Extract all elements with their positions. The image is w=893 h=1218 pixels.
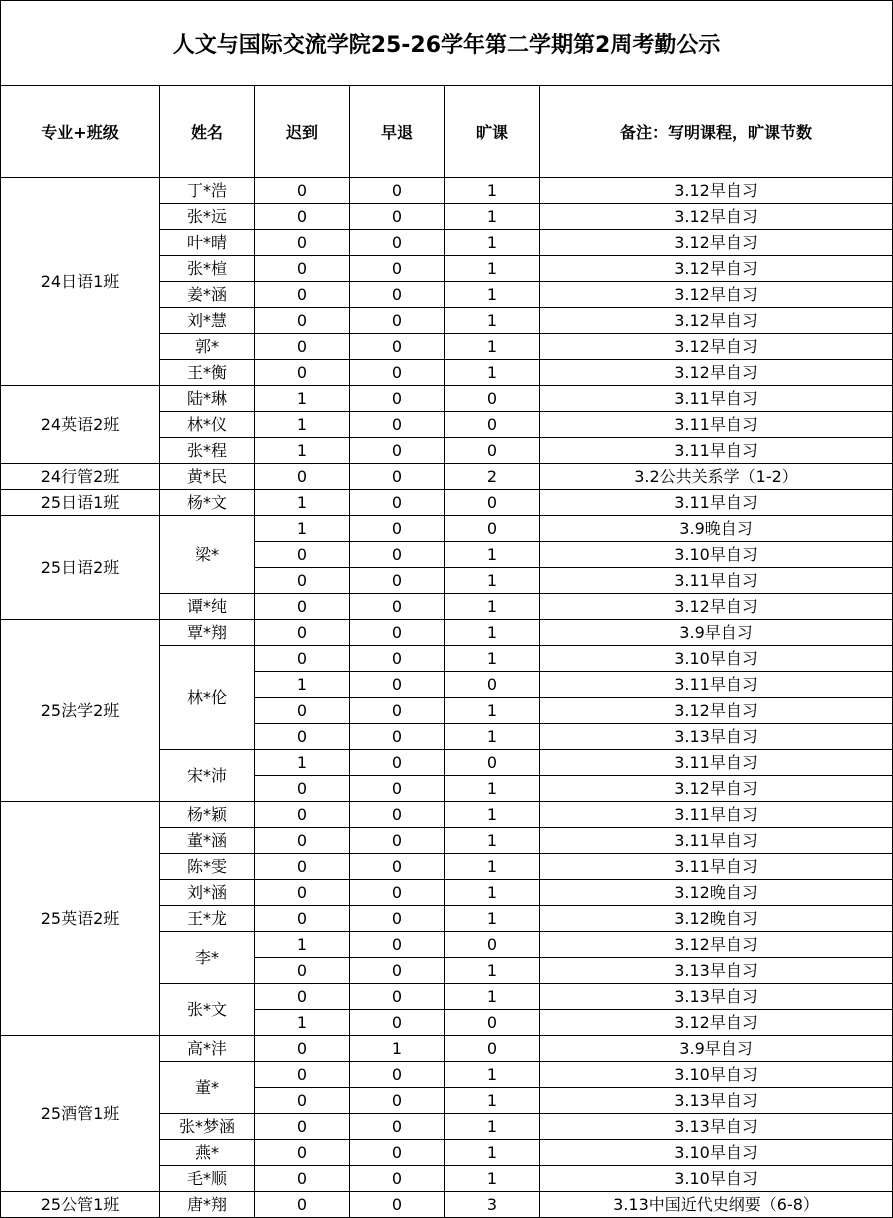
name-cell: 陆*琳 (160, 386, 255, 412)
note-cell: 3.11早自习 (540, 386, 893, 412)
early-cell: 0 (350, 932, 445, 958)
early-cell: 0 (350, 386, 445, 412)
note-cell: 3.12早自习 (540, 334, 893, 360)
late-cell: 0 (255, 1062, 350, 1088)
early-cell: 0 (350, 750, 445, 776)
note-cell: 3.12早自习 (540, 698, 893, 724)
header-class: 专业+班级 (1, 86, 160, 178)
late-cell: 0 (255, 620, 350, 646)
early-cell: 0 (350, 464, 445, 490)
early-cell: 0 (350, 594, 445, 620)
note-cell: 3.11早自习 (540, 854, 893, 880)
name-cell: 董*涵 (160, 828, 255, 854)
table-row (1, 1036, 893, 1062)
early-cell: 0 (350, 308, 445, 334)
absent-cell: 1 (445, 984, 540, 1010)
early-cell: 1 (350, 1036, 445, 1062)
note-cell: 3.10早自习 (540, 646, 893, 672)
name-cell: 李* (160, 932, 255, 984)
early-cell: 0 (350, 984, 445, 1010)
early-cell: 0 (350, 412, 445, 438)
late-cell: 0 (255, 308, 350, 334)
early-cell: 0 (350, 802, 445, 828)
note-cell: 3.12早自习 (540, 932, 893, 958)
absent-cell: 1 (445, 594, 540, 620)
class-cell: 25公管1班 (1, 1192, 160, 1218)
late-cell: 0 (255, 1140, 350, 1166)
late-cell: 1 (255, 932, 350, 958)
absent-cell: 1 (445, 1062, 540, 1088)
absent-cell: 1 (445, 906, 540, 932)
absent-cell: 1 (445, 1114, 540, 1140)
absent-cell: 1 (445, 204, 540, 230)
absent-cell: 1 (445, 880, 540, 906)
note-cell: 3.12早自习 (540, 1010, 893, 1036)
table-row (1, 386, 893, 412)
absent-cell: 0 (445, 932, 540, 958)
early-cell: 0 (350, 334, 445, 360)
late-cell: 0 (255, 646, 350, 672)
late-cell: 1 (255, 386, 350, 412)
name-cell: 董* (160, 1062, 255, 1114)
name-cell: 丁*浩 (160, 178, 255, 204)
absent-cell: 3 (445, 1192, 540, 1218)
absent-cell: 1 (445, 698, 540, 724)
early-cell: 0 (350, 1140, 445, 1166)
late-cell: 0 (255, 776, 350, 802)
note-cell: 3.11早自习 (540, 802, 893, 828)
name-cell: 高*沣 (160, 1036, 255, 1062)
early-cell: 0 (350, 1010, 445, 1036)
absent-cell: 1 (445, 958, 540, 984)
note-cell: 3.10早自习 (540, 1062, 893, 1088)
note-cell: 3.11早自习 (540, 412, 893, 438)
note-cell: 3.9早自习 (540, 620, 893, 646)
note-cell: 3.12早自习 (540, 282, 893, 308)
absent-cell: 1 (445, 646, 540, 672)
absent-cell: 1 (445, 1088, 540, 1114)
absent-cell: 1 (445, 360, 540, 386)
early-cell: 0 (350, 1114, 445, 1140)
name-cell: 刘*慧 (160, 308, 255, 334)
absent-cell: 0 (445, 412, 540, 438)
note-cell: 3.12早自习 (540, 594, 893, 620)
late-cell: 0 (255, 1088, 350, 1114)
absent-cell: 1 (445, 542, 540, 568)
name-cell: 林*仪 (160, 412, 255, 438)
note-cell: 3.12早自习 (540, 178, 893, 204)
early-cell: 0 (350, 1088, 445, 1114)
absent-cell: 1 (445, 724, 540, 750)
late-cell: 0 (255, 906, 350, 932)
class-cell: 25日语1班 (1, 490, 160, 516)
absent-cell: 1 (445, 802, 540, 828)
late-cell: 0 (255, 256, 350, 282)
name-cell: 王*衡 (160, 360, 255, 386)
absent-cell: 0 (445, 438, 540, 464)
name-cell: 张*楦 (160, 256, 255, 282)
absent-cell: 0 (445, 386, 540, 412)
class-cell: 24英语2班 (1, 386, 160, 464)
table-row (1, 490, 893, 516)
note-cell: 3.11早自习 (540, 568, 893, 594)
absent-cell: 0 (445, 750, 540, 776)
late-cell: 0 (255, 802, 350, 828)
absent-cell: 1 (445, 230, 540, 256)
table-row (1, 1192, 893, 1218)
absent-cell: 1 (445, 334, 540, 360)
late-cell: 0 (255, 1192, 350, 1218)
name-cell: 宋*沛 (160, 750, 255, 802)
absent-cell: 0 (445, 1036, 540, 1062)
absent-cell: 1 (445, 828, 540, 854)
late-cell: 1 (255, 516, 350, 542)
note-cell: 3.12早自习 (540, 204, 893, 230)
class-cell: 24日语1班 (1, 178, 160, 386)
name-cell: 郭* (160, 334, 255, 360)
note-cell: 3.10早自习 (540, 1166, 893, 1192)
late-cell: 0 (255, 984, 350, 1010)
note-cell: 3.12早自习 (540, 308, 893, 334)
name-cell: 张*远 (160, 204, 255, 230)
table-row (1, 178, 893, 204)
name-cell: 唐*翔 (160, 1192, 255, 1218)
late-cell: 0 (255, 568, 350, 594)
table-row (1, 516, 893, 542)
name-cell: 梁* (160, 516, 255, 594)
early-cell: 0 (350, 178, 445, 204)
late-cell: 1 (255, 672, 350, 698)
early-cell: 0 (350, 438, 445, 464)
note-cell: 3.13早自习 (540, 724, 893, 750)
header-name: 姓名 (160, 86, 255, 178)
late-cell: 1 (255, 412, 350, 438)
late-cell: 0 (255, 230, 350, 256)
name-cell: 叶*晴 (160, 230, 255, 256)
early-cell: 0 (350, 672, 445, 698)
absent-cell: 1 (445, 308, 540, 334)
page-title: 人文与国际交流学院25-26学年第二学期第2周考勤公示 (1, 1, 893, 86)
absent-cell: 0 (445, 672, 540, 698)
note-cell: 3.12晚自习 (540, 906, 893, 932)
name-cell: 杨*颖 (160, 802, 255, 828)
note-cell: 3.11早自习 (540, 490, 893, 516)
late-cell: 1 (255, 1010, 350, 1036)
header-late: 迟到 (255, 86, 350, 178)
early-cell: 0 (350, 880, 445, 906)
note-cell: 3.11早自习 (540, 438, 893, 464)
late-cell: 0 (255, 1036, 350, 1062)
name-cell: 张*程 (160, 438, 255, 464)
early-cell: 0 (350, 958, 445, 984)
name-cell: 王*龙 (160, 906, 255, 932)
absent-cell: 1 (445, 568, 540, 594)
note-cell: 3.11早自习 (540, 750, 893, 776)
absent-cell: 1 (445, 1140, 540, 1166)
late-cell: 0 (255, 334, 350, 360)
early-cell: 0 (350, 828, 445, 854)
note-cell: 3.13早自习 (540, 1114, 893, 1140)
early-cell: 0 (350, 646, 445, 672)
header-early: 早退 (350, 86, 445, 178)
class-cell: 25英语2班 (1, 802, 160, 1036)
early-cell: 0 (350, 360, 445, 386)
early-cell: 0 (350, 204, 445, 230)
note-cell: 3.12早自习 (540, 776, 893, 802)
name-cell: 杨*文 (160, 490, 255, 516)
late-cell: 0 (255, 542, 350, 568)
early-cell: 0 (350, 776, 445, 802)
name-cell: 覃*翔 (160, 620, 255, 646)
absent-cell: 0 (445, 516, 540, 542)
note-cell: 3.11早自习 (540, 672, 893, 698)
name-cell: 毛*顺 (160, 1166, 255, 1192)
class-cell: 25法学2班 (1, 620, 160, 802)
late-cell: 1 (255, 490, 350, 516)
late-cell: 0 (255, 1166, 350, 1192)
class-cell: 25酒管1班 (1, 1036, 160, 1192)
early-cell: 0 (350, 724, 445, 750)
name-cell: 燕* (160, 1140, 255, 1166)
early-cell: 0 (350, 620, 445, 646)
table-row (1, 802, 893, 828)
late-cell: 0 (255, 282, 350, 308)
note-cell: 3.2公共关系学（1-2） (540, 464, 893, 490)
note-cell: 3.12早自习 (540, 256, 893, 282)
early-cell: 0 (350, 906, 445, 932)
note-cell: 3.10早自习 (540, 542, 893, 568)
early-cell: 0 (350, 1062, 445, 1088)
late-cell: 0 (255, 724, 350, 750)
table-body (1, 178, 893, 1218)
note-cell: 3.13中国近代史纲要（6-8） (540, 1192, 893, 1218)
late-cell: 0 (255, 594, 350, 620)
note-cell: 3.13早自习 (540, 1088, 893, 1114)
note-cell: 3.13早自习 (540, 958, 893, 984)
early-cell: 0 (350, 1166, 445, 1192)
note-cell: 3.13早自习 (540, 984, 893, 1010)
table-row (1, 464, 893, 490)
late-cell: 0 (255, 880, 350, 906)
early-cell: 0 (350, 282, 445, 308)
header-absent: 旷课 (445, 86, 540, 178)
absent-cell: 1 (445, 854, 540, 880)
name-cell: 林*伦 (160, 646, 255, 750)
table-row (1, 620, 893, 646)
note-cell: 3.12早自习 (540, 230, 893, 256)
late-cell: 0 (255, 854, 350, 880)
early-cell: 0 (350, 542, 445, 568)
early-cell: 0 (350, 568, 445, 594)
header-row (1, 86, 893, 178)
name-cell: 张*文 (160, 984, 255, 1036)
note-cell: 3.9早自习 (540, 1036, 893, 1062)
absent-cell: 0 (445, 490, 540, 516)
absent-cell: 2 (445, 464, 540, 490)
late-cell: 0 (255, 360, 350, 386)
name-cell: 谭*纯 (160, 594, 255, 620)
early-cell: 0 (350, 854, 445, 880)
early-cell: 0 (350, 490, 445, 516)
name-cell: 陈*雯 (160, 854, 255, 880)
early-cell: 0 (350, 1192, 445, 1218)
late-cell: 0 (255, 464, 350, 490)
absent-cell: 0 (445, 1010, 540, 1036)
early-cell: 0 (350, 516, 445, 542)
early-cell: 0 (350, 256, 445, 282)
note-cell: 3.10早自习 (540, 1140, 893, 1166)
absent-cell: 1 (445, 620, 540, 646)
absent-cell: 1 (445, 1166, 540, 1192)
name-cell: 姜*涵 (160, 282, 255, 308)
note-cell: 3.9晚自习 (540, 516, 893, 542)
late-cell: 1 (255, 750, 350, 776)
class-cell: 24行管2班 (1, 464, 160, 490)
note-cell: 3.12晚自习 (540, 880, 893, 906)
absent-cell: 1 (445, 282, 540, 308)
absent-cell: 1 (445, 256, 540, 282)
absent-cell: 1 (445, 178, 540, 204)
late-cell: 0 (255, 178, 350, 204)
name-cell: 张*梦涵 (160, 1114, 255, 1140)
late-cell: 0 (255, 698, 350, 724)
late-cell: 0 (255, 958, 350, 984)
header-note: 备注：写明课程，旷课节数 (540, 86, 893, 178)
early-cell: 0 (350, 230, 445, 256)
note-cell: 3.12早自习 (540, 360, 893, 386)
late-cell: 0 (255, 828, 350, 854)
note-cell: 3.11早自习 (540, 828, 893, 854)
late-cell: 0 (255, 204, 350, 230)
late-cell: 1 (255, 438, 350, 464)
name-cell: 刘*涵 (160, 880, 255, 906)
early-cell: 0 (350, 698, 445, 724)
late-cell: 0 (255, 1114, 350, 1140)
class-cell: 25日语2班 (1, 516, 160, 620)
absent-cell: 1 (445, 776, 540, 802)
name-cell: 黄*民 (160, 464, 255, 490)
